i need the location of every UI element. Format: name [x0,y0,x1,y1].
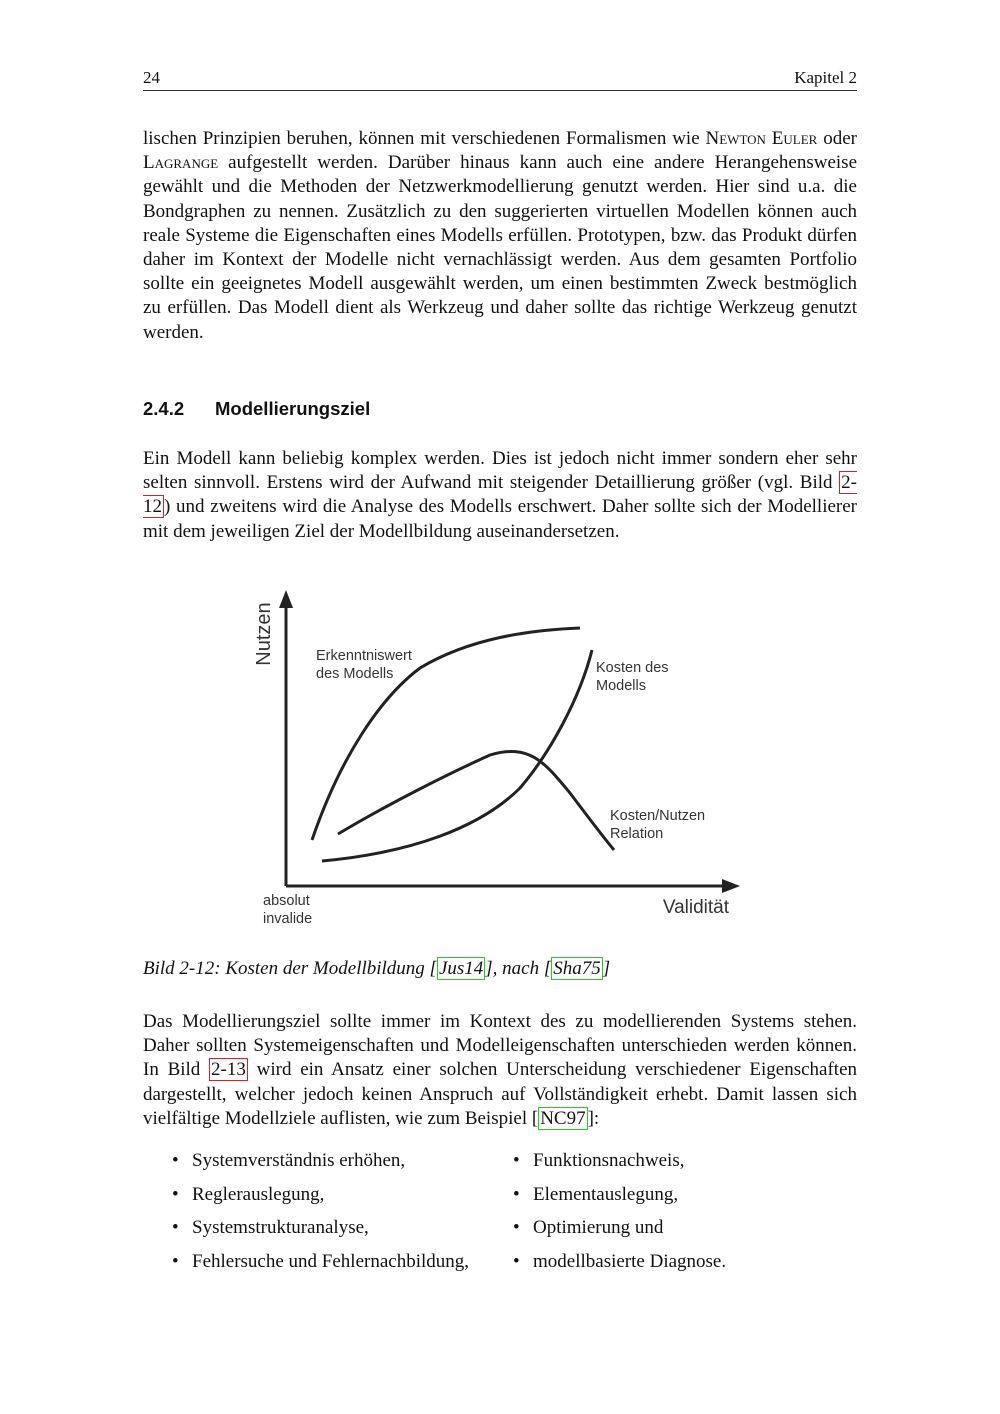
paragraph-1 [143,127,857,345]
figure-ref-link[interactable]: 2-12 [143,472,857,518]
list-item: • Systemstrukturanalyse, [172,1217,469,1251]
page-header [143,66,857,91]
list-item: • Reglerauslegung, [172,1184,469,1218]
text: ) und zweitens wird die Analyse des Modells erschwert. Daher sollte sich der Modellierer mit dem jeweiligen Ziel der Modellbildung auseinandersetzen. [143,496,857,542]
kosten-label-1: Kosten des [596,660,669,676]
text: Das Modellierungsziel sollte immer im Kontext des zu modellierenden Systems stehen. Daher sollten Systemeigenschaften und Modelleigenschaften unterschieden werden können. In Bild [143,1011,857,1081]
erkenntnis-label-2: des Modells [316,666,394,682]
list-item: • Fehlersuche und Fehlernachbildung, [172,1251,469,1285]
list-item: • modellbasierte Diagnose. [513,1251,726,1285]
section-heading [143,398,370,420]
paragraph-3 [143,1010,857,1131]
relation-label-1: Kosten/Nutzen [610,808,706,824]
text: ], nach [ [485,958,552,979]
list-item: • Funktionsnachweis, [513,1150,726,1184]
origin-label-1: absolut [263,893,310,909]
y-axis-label: Nutzen [253,602,275,666]
text: Ein Modell kann beliebig komplex werden. Dies ist jedoch nicht immer sondern eher sehr selten sinnvoll. Erstens wird der Aufwand mit steigender Detaillierung größer (vgl. Bild [143,448,857,494]
page-number: 24 [143,68,160,87]
citation-link[interactable]: Jus14 [438,958,484,979]
text: aufgestellt werden. Darüber hinaus kann auch eine andere Herangehensweise gewählt und die Methoden der Netzwerkmodellierung genutzt werden. Hier sind u.a. die Bondgraphen zu nennen. Zusätzlich zu den suggerierten virtuellen Modellen können auch reale Systeme die Eigenschaften eines Modells erfüllen. Prototypen, bzw. das Produkt dürfen daher im Kontext der Modelle nicht vernachlässigt werden. Aus dem gesamten Portfolio sollte ein geeignetes Modell ausgewählt werden, um einen bestimmten Zweck bestmöglich zu erfüllen. Das Modell dient als Werkzeug und daher sollte das richtige Werkzeug genutzt werden. [143,152,857,343]
goal-list-right [513,1150,726,1284]
text: ] [602,958,611,979]
x-axis-arrow-icon [722,879,740,893]
list-item: • Systemverständnis erhöhen, [172,1150,469,1184]
text: : Kosten der Modellbildung [ [214,958,437,979]
figure-caption [143,958,610,980]
lagrange: Lagrange [143,152,219,174]
figure-ref-link[interactable]: 2-13 [211,1059,246,1081]
citation-link[interactable]: Sha75 [553,958,601,979]
erkenntnis-label-1: Erkenntniswert [316,648,412,664]
y-axis-arrow-icon [279,590,293,608]
curve-kosten-nutzen [338,751,614,850]
text: oder [817,128,857,149]
kosten-label-2: Modells [596,678,646,694]
paragraph-2 [143,447,857,544]
figure-cost-model [240,578,760,934]
relation-label-2: Relation [610,826,664,842]
goal-list-left [172,1150,469,1284]
list-item: • Elementauslegung, [513,1184,726,1218]
list-item: • Optimierung und [513,1217,726,1251]
text: ]: [587,1107,600,1129]
x-axis-label: Validität [662,897,729,918]
text: wird ein Ansatz einer solchen Unterscheidung verschiedener Eigenschaften dargestellt, welcher jedoch keinen Anspruch auf Vollständigkeit erhebt. Damit lassen sich vielfältige Modellziele auflisten, wie zum Beispiel [ [143,1059,857,1129]
citation-link[interactable]: NC97 [540,1107,586,1129]
section-number: 2.4.2 [143,398,185,419]
newton-euler: Newton Euler [705,128,818,149]
section-title: Modellierungsziel [215,398,371,419]
text: lischen Prinzipien beruhen, können mit verschiedenen Formalismen wie [143,128,706,149]
origin-label-2: invalide [263,911,313,927]
chapter-label: Kapitel 2 [794,68,857,87]
caption-figure-number: Bild 2-12 [143,958,215,979]
